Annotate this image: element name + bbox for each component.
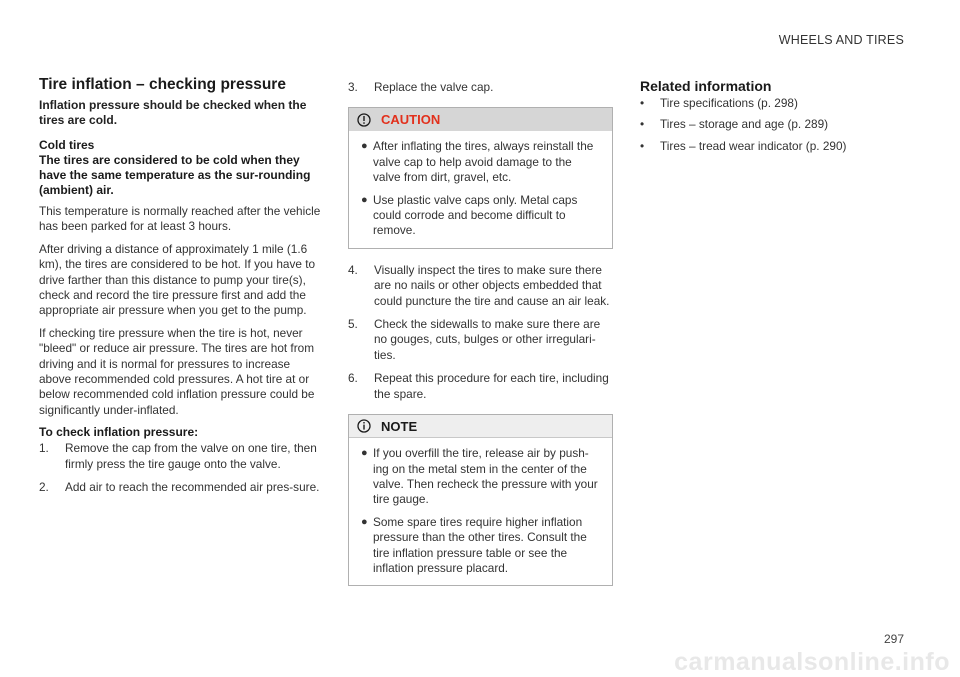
caution-title: CAUTION — [381, 112, 441, 128]
related-link-item[interactable]: • Tires – storage and age (p. 289) — [640, 117, 829, 132]
steps-heading: To check inflation pressure: — [39, 425, 199, 440]
step-item — [348, 317, 613, 363]
step-item — [39, 441, 322, 472]
note-list — [361, 446, 602, 576]
column-left — [39, 76, 322, 504]
step-item — [348, 80, 613, 95]
caution-list — [361, 139, 602, 238]
caution-box — [348, 107, 613, 248]
steps-list — [348, 263, 613, 402]
step-text: Replace the valve cap. — [374, 80, 494, 94]
cold-tires-lead: The tires are considered to be cold when they have the same temperature as the sur-rounding (ambient) air. — [39, 153, 311, 197]
step-number: 2. — [39, 480, 49, 495]
related-link[interactable]: Tire specifications (p. 298) — [660, 96, 798, 110]
paragraph: After driving a distance of approximately 1 mile (1.6 km), the tires are considered to be hot. If you have to drive farther than this distance to pump your tire(s), check and record the tire pressure first and add the appropriate air pressure when you get to the pump. — [39, 241, 316, 318]
step-text: Repeat this procedure for each tire, including the spare. — [374, 371, 609, 401]
related-information-heading: Related information — [640, 78, 772, 94]
info-circle-icon — [357, 419, 371, 433]
warning-circle-icon — [357, 113, 371, 127]
note-item-text: If you overfill the tire, release air by push-ing on the metal stem in the center of the valve. Then recheck the pressure with your tire gauge. — [373, 446, 598, 507]
note-item: ● If you overfill the tire, release air by push-ing on the metal stem in the center of the valve. Then recheck the pressure with your tire gauge. — [361, 446, 602, 508]
section-header: WHEELS AND TIRES — [778, 33, 904, 47]
note-item-text: Some spare tires require higher inflation pressure than the other tires. Consult the tire inflation pressure table or see the inflation pressure placard. — [373, 514, 587, 575]
caution-item-text: After inflating the tires, always reinstall the valve cap to help avoid damage to the valve from dirt, gravel, etc. — [373, 139, 594, 185]
step-text: Remove the cap from the valve on one tire, then firmly press the tire gauge onto the valve. — [65, 441, 317, 471]
related-link[interactable]: Tires – storage and age (p. 289) — [660, 117, 829, 132]
caution-item: ● Use plastic valve caps only. Metal caps could corrode and become difficult to remove. — [361, 193, 602, 239]
note-header — [349, 415, 612, 438]
intro-text: Inflation pressure should be checked when the tires are cold. — [39, 98, 307, 127]
related-link-item[interactable]: • Tires – tread wear indicator (p. 290) — [640, 138, 847, 153]
related-link[interactable]: Tires – tread wear indicator (p. 290) — [660, 138, 847, 153]
note-box — [348, 414, 613, 586]
step-item — [348, 263, 613, 309]
step-text: Check the sidewalls to make sure there are no gouges, cuts, bulges or other irregulari-ties. — [374, 317, 601, 362]
step-item — [348, 371, 613, 402]
note-title: NOTE — [381, 418, 418, 434]
caution-item: ● After inflating the tires, always reinstall the valve cap to help avoid damage to the valve from dirt, gravel, etc. — [361, 139, 602, 185]
related-links-list — [640, 96, 910, 154]
step-number: 3. — [348, 80, 358, 94]
paragraph: This temperature is normally reached after the vehicle has been parked for at least 3 hours. — [39, 204, 321, 234]
caution-item-text: Use plastic valve caps only. Metal caps could corrode and become difficult to remove. — [373, 192, 578, 238]
steps-list — [39, 441, 322, 495]
caution-header — [349, 108, 612, 131]
step-text: Visually inspect the tires to make sure there are no nails or other objects embedded that could puncture the tire and cause an air leak. — [374, 262, 610, 308]
note-item: ● Some spare tires require higher inflation pressure than the other tires. Consult the tire inflation pressure table or see the inflation pressure placard. — [361, 515, 602, 577]
steps-list — [348, 80, 613, 95]
page-title: Tire inflation – checking pressure — [39, 76, 286, 93]
related-link-item[interactable]: • Tire specifications (p. 298) — [640, 96, 798, 110]
step-number: 4. — [348, 262, 358, 277]
step-number: 6. — [348, 371, 358, 386]
watermark: carmanualsonline.info — [674, 648, 950, 676]
column-middle — [348, 80, 613, 600]
step-number: 5. — [348, 317, 358, 332]
page-number: 297 — [883, 632, 904, 646]
step-number: 1. — [39, 441, 49, 456]
step-text: Add air to reach the recommended air pres-sure. — [65, 480, 320, 495]
column-right — [640, 78, 910, 160]
paragraph: If checking tire pressure when the tire is hot, never "bleed" or reduce air pressure. The tires are hot from driving and it is normal for pressures to increase above recommended cold pressures. A hot tire at or below recommended cold inflation pressure could be significantly under-inflated. — [39, 325, 315, 417]
cold-tires-heading: Cold tires — [39, 138, 95, 152]
step-item — [39, 480, 322, 495]
